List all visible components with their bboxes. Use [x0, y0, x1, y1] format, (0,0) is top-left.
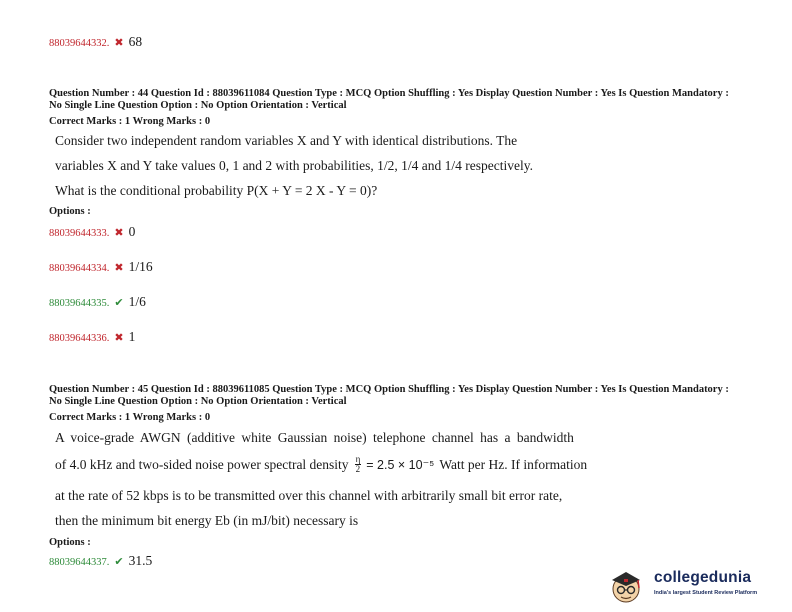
logo-wordmark: collegedunia: [654, 569, 752, 586]
question-marks: Correct Marks : 1 Wrong Marks : 0: [49, 116, 211, 127]
option-row: [49, 329, 135, 345]
option-id: 88039644336.: [49, 333, 110, 344]
fraction-numerator: η: [355, 454, 361, 464]
text-segment: of 4.0 kHz and two-sided noise power spectral density: [55, 456, 349, 472]
option-value: 1/6: [128, 294, 146, 309]
text-segment: Watt per Hz. If information: [439, 456, 588, 472]
option-id: 88039644337.: [49, 557, 110, 568]
options-label: Options :: [49, 206, 91, 217]
question-text-line: at the rate of 52 kbps is to be transmitted over this channel with arbitrarily small bit error rate,: [55, 488, 563, 503]
logo-tagline: India's largest Student Review Platform: [654, 590, 758, 596]
question-text-line: A voice-grade AWGN (additive white Gaussian noise) telephone channel has a bandwidth: [55, 430, 574, 445]
wrong-icon: ✖: [114, 226, 124, 239]
option-value: 1/16: [128, 259, 153, 274]
question-text-line: Consider two independent random variables X and Y with identical distributions. The: [55, 133, 518, 148]
wrong-icon: ✖: [114, 36, 124, 49]
option-id: 88039644334.: [49, 263, 110, 274]
fraction: [355, 455, 362, 474]
option-value: 0: [128, 224, 136, 239]
option-id: 88039644333.: [49, 228, 110, 239]
option-row: [49, 294, 146, 310]
option-row: [49, 259, 153, 275]
question-meta: Question Number : 44 Question Id : 88039611084 Question Type : MCQ Option Shuffling : Yes Display Question Number : Yes Is Question Mandatory : No Single Line Question Option : No Option Orientation : Vertical: [49, 88, 729, 111]
check-icon: ✔: [114, 555, 124, 568]
option-id: 88039644335.: [49, 298, 110, 309]
fraction-denominator: 2: [355, 464, 361, 474]
text-segment: = 2.5 × 10⁻⁵: [366, 458, 435, 472]
option-id: 88039644332.: [49, 38, 110, 49]
question-text-line: What is the conditional probability P(X + Y = 2 X - Y = 0)?: [55, 183, 378, 198]
collegedunia-logo: [604, 566, 790, 606]
question-text-line: then the minimum bit energy Eb (in mJ/bit) necessary is: [55, 513, 359, 528]
option-value: 31.5: [128, 553, 153, 568]
options-label: Options :: [49, 537, 91, 548]
question-meta: Question Number : 45 Question Id : 88039611085 Question Type : MCQ Option Shuffling : Yes Display Question Number : Yes Is Question Mandatory : No Single Line Question Option : No Option Orientation : Vertical: [49, 384, 729, 407]
question-text-line: variables X and Y take values 0, 1 and 2 with probabilities, 1/2, 1/4 and 1/4 respectively.: [55, 158, 534, 173]
check-icon: ✔: [114, 296, 124, 309]
option-row: [49, 34, 142, 50]
question-marks: Correct Marks : 1 Wrong Marks : 0: [49, 412, 211, 423]
wrong-icon: ✖: [114, 331, 124, 344]
student-mascot-icon: [604, 566, 648, 606]
option-value: 1: [128, 329, 136, 344]
option-row: [49, 553, 152, 569]
option-value: 68: [128, 34, 143, 49]
option-row: [49, 224, 135, 240]
question-text-line: [55, 455, 587, 474]
wrong-icon: ✖: [114, 261, 124, 274]
